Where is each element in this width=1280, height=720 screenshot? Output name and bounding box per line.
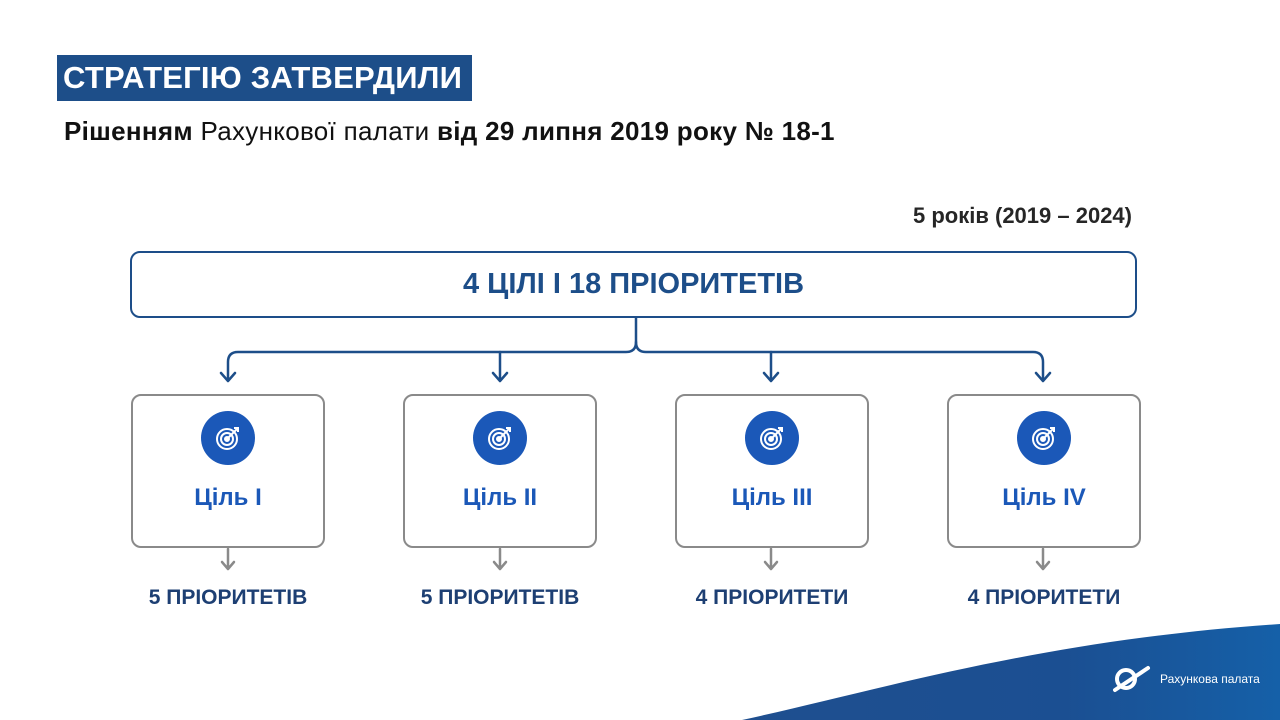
org-logo bbox=[1112, 664, 1260, 694]
goal-label: Ціль II bbox=[462, 484, 538, 511]
goal-label: Ціль III bbox=[731, 484, 813, 511]
accounting-chamber-logo-icon bbox=[1112, 664, 1154, 694]
org-name: Рахункова палата bbox=[1160, 672, 1260, 686]
goal-note-2: 5 ПРІОРИТЕТІВ bbox=[420, 586, 580, 609]
period-label: 5 років (2019 – 2024) bbox=[913, 203, 1132, 228]
goal-note-4: 4 ПРІОРИТЕТИ bbox=[967, 586, 1121, 609]
goal-note-3: 4 ПРІОРИТЕТИ bbox=[695, 586, 849, 609]
subtitle-part-1: Рішенням bbox=[64, 116, 193, 146]
page-title: СТРАТЕГІЮ ЗАТВЕРДИЛИ bbox=[57, 55, 472, 101]
subtitle-part-3: від 29 липня 2019 року № 18-1 bbox=[436, 116, 835, 146]
goal-note-1: 5 ПРІОРИТЕТІВ bbox=[148, 586, 308, 609]
subtitle-part-2: Рахункової палати bbox=[192, 116, 437, 146]
goal-label: Ціль IV bbox=[1002, 484, 1086, 511]
goal-label: Ціль I bbox=[194, 484, 262, 511]
summary-label: 4 ЦІЛІ І 18 ПРІОРИТЕТІВ bbox=[462, 268, 805, 300]
